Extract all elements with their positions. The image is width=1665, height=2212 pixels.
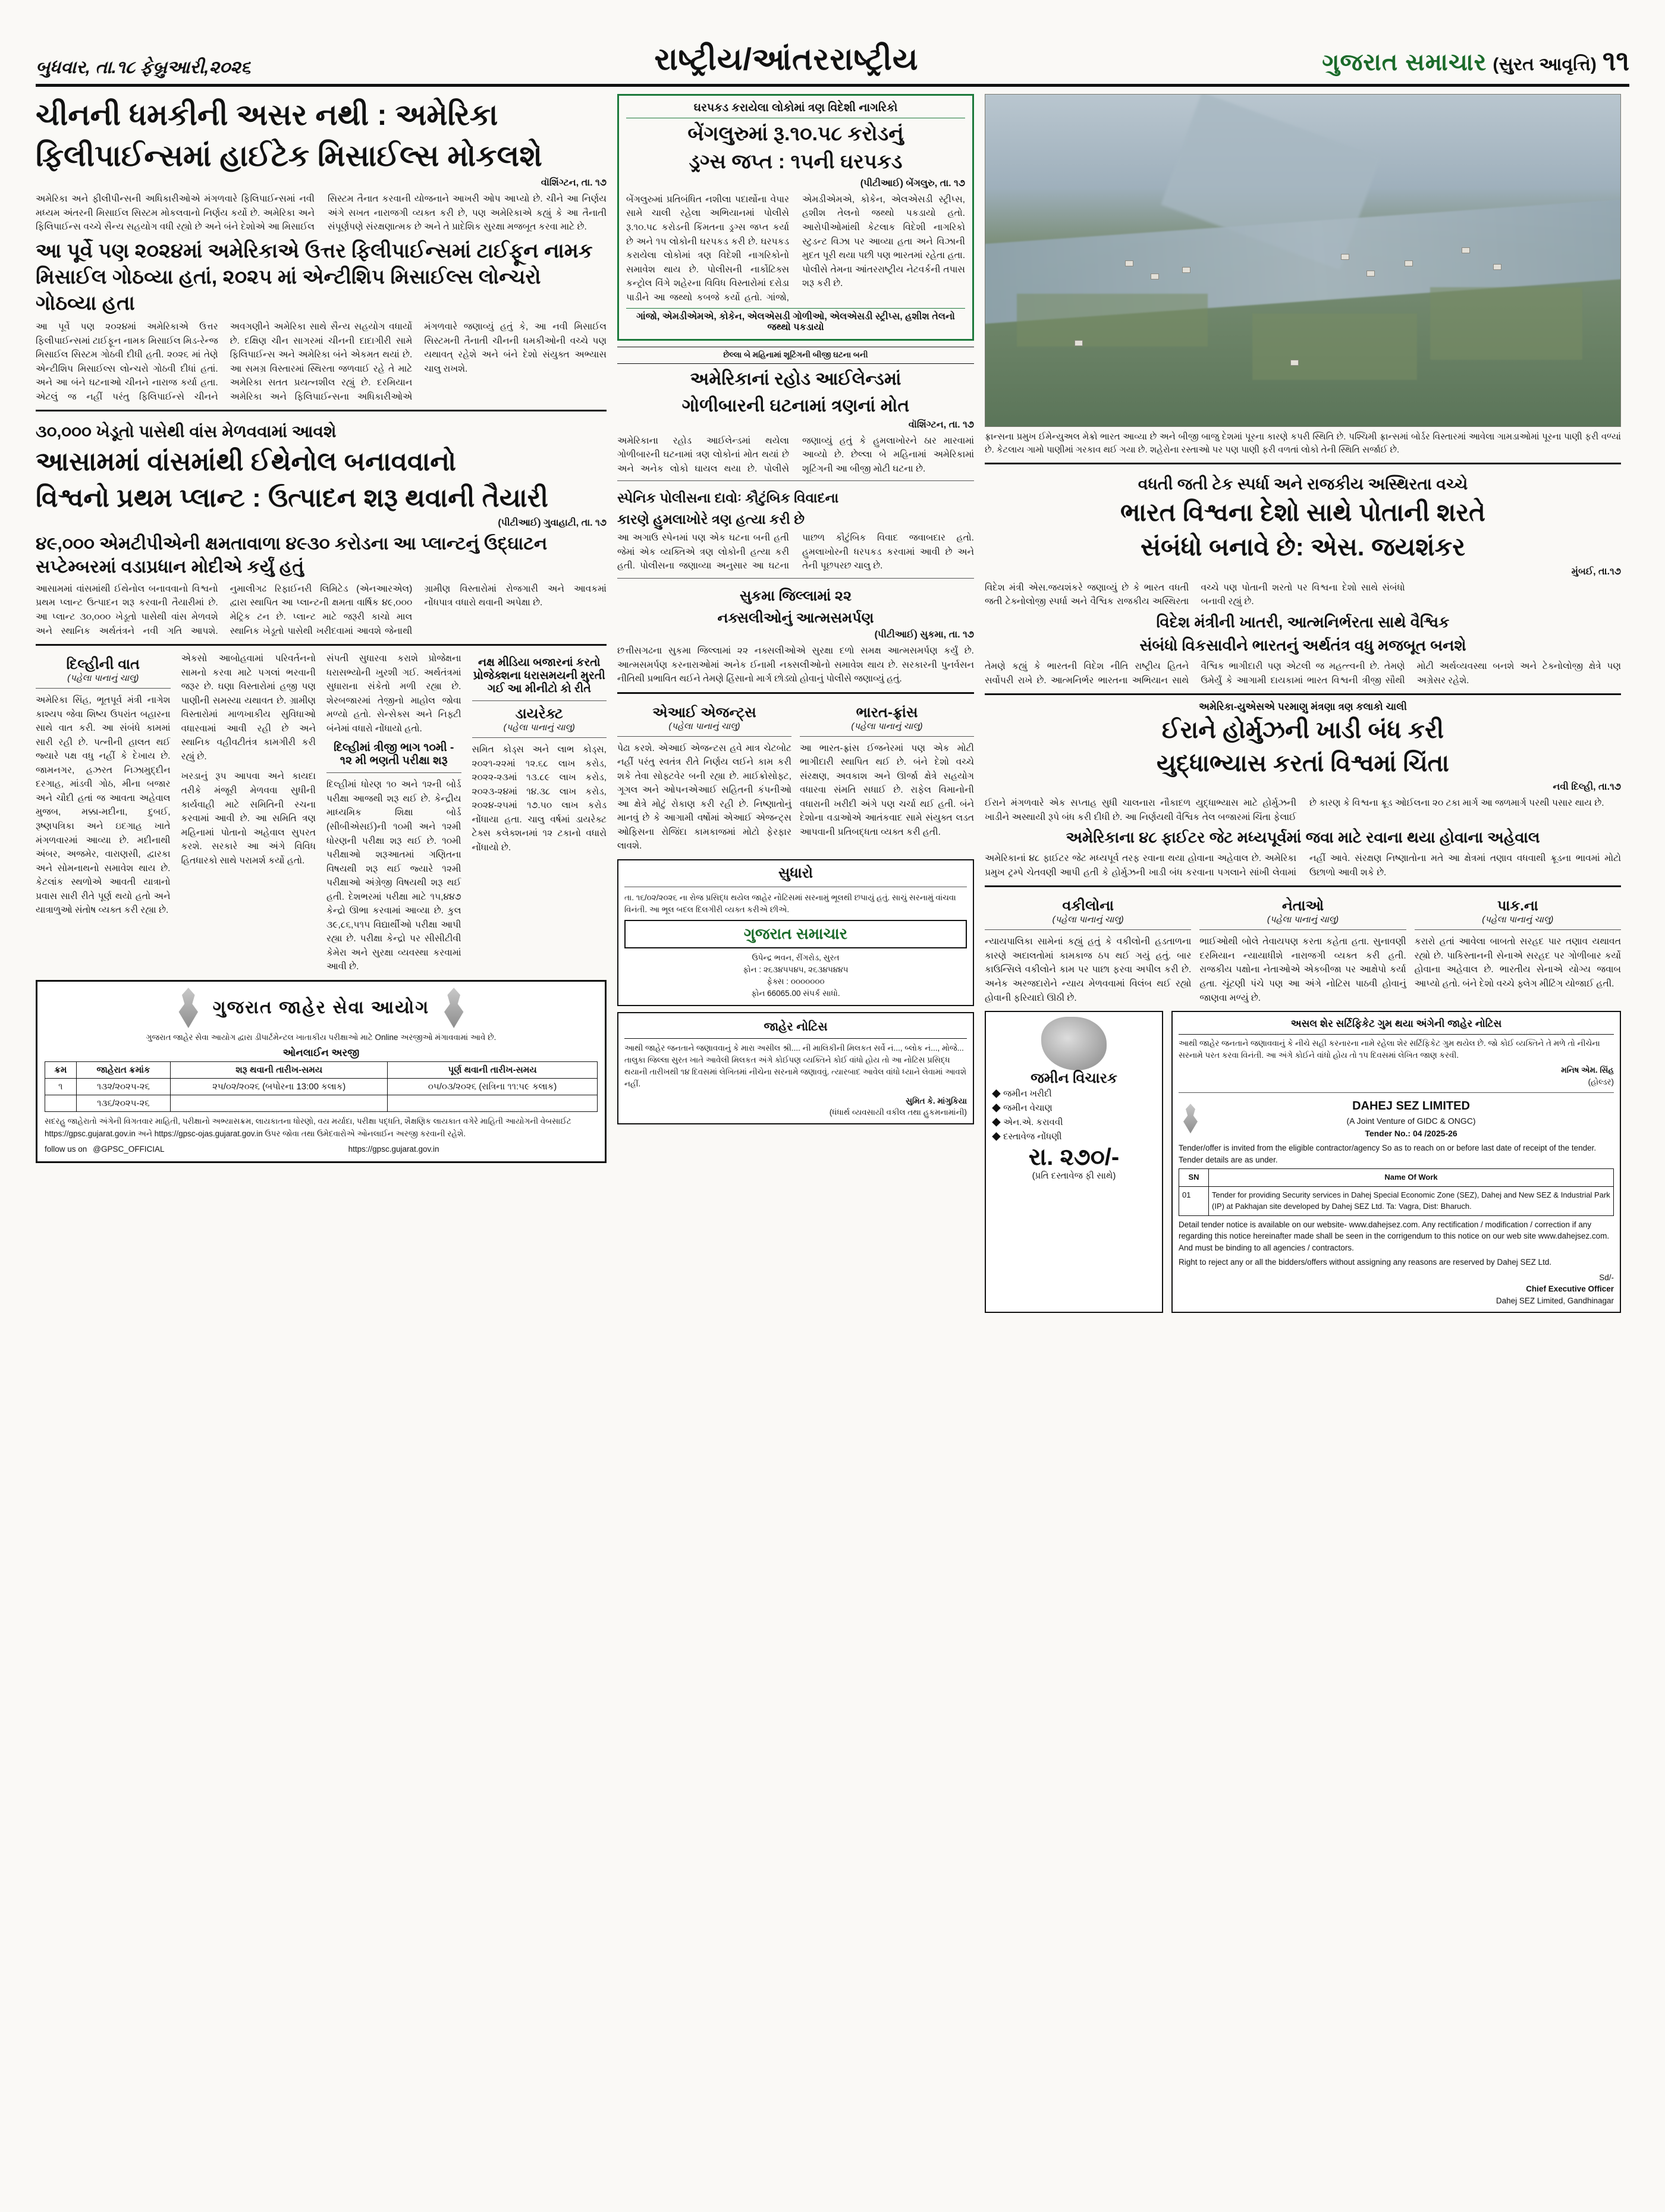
land-ad-bullets bbox=[992, 1087, 1156, 1144]
jump-vakilo bbox=[985, 893, 1191, 1005]
jump-bf-text: આ ભારત-ફ્રાંસ ઈજનેરમાં પણ એક મોટી ભાગીદારી સ્થાપિત થઈ છે. બંને દેશો વચ્ચે સંરક્ષણ, અવકાશ અને ઊર્જા ક્ષેત્રે સહયોગ વધારવા સંમતિ સધાઈ છે. રાફેલ વિમાનોની વધારાની ખરીદી અંગે પણ ચર્ચા થઈ હતી. બંને દેશોના વડાઓએ આતંકવાદ સામે સંયુક્ત લડત આપવાની પ્રતિબદ્ધતા વ્યક્ત કરી હતી. bbox=[800, 743, 974, 837]
jump-pak-title: પાક.ના bbox=[1497, 898, 1538, 915]
ad-correction bbox=[617, 859, 974, 1006]
brand-name: ગુજરાત સમાચાર bbox=[1322, 49, 1487, 76]
js-intro: વિદેશ મંત્રી એસ.જયશંકરે જણાવ્યું છે કે ભારત વધતી જતી ટેક્નોલોજી સ્પર્ધા અને વૈશ્વિક રાજકીય અસ્થિરતા વચ્ચે પણ પોતાની શરતો પર વિશ્વના દેશો સાથે સંબંધો બનાવી રહ્યું છે. bbox=[985, 582, 1405, 607]
jump-netao-contd: (પહેલા પાનાનું ચાલુ) bbox=[1267, 915, 1339, 925]
gpsc-advertisement bbox=[36, 980, 607, 1163]
gpsc-subtitle: ગુજરાત જાહેર સેવા આયોગ દ્વારા ડીપાર્ટમેન્ટલ ખાતાકીય પરીક્ષાઓ માટે Online અરજીઓ મંગાવવામાં આવે છે. bbox=[146, 1033, 497, 1042]
jump-area-left bbox=[36, 652, 607, 974]
js-subhead-1: વિદેશ મંત્રીની ખાતરી, આત્મનિર્ભરતા સાથે વૈશ્વિક bbox=[1156, 612, 1450, 631]
ad-land-services bbox=[985, 1011, 1163, 1312]
notice-body: આથી જાહેર જનતાને જણાવવાનું કે મારા અસીલ શ્રી.... ની માલિકીની મિલકત સર્વે નં..., બ્લોક નં..., મોજે... તાલુકા જિલ્લા સુરત ખાતે આવેલી મિલકત અંગે કોઈપણ વ્યક્તિને કોઈ વાંધો હોય તો આ નોટિસ પ્રસિદ્ધ થયાની તારીખથી ૧૪ દિવસમાં લેખિતમાં નીચેના સરનામે જણાવવું. ત્યારબાદ આવેલ વાંધો ધ્યાને લેવામાં આવશે નહીં. bbox=[624, 1043, 967, 1089]
share-notice-sign: મનિષ એમ. સિંહ bbox=[1561, 1066, 1614, 1075]
lead-headline-1: ચીનની ધમકીની અસર નથી : અમેરિકા bbox=[36, 98, 498, 131]
boxed-col-2: પોલીસની નાર્કોટિક્સ કન્ટ્રોલ વિંગે શહેરના વિવિધ વિસ્તારોમાં દરોડા પાડીને આ જથ્થો કબજે કર્યો હતો. ગાંજો, એમડીએમએ, કોકેન, એલએસડી સ્ટ્રીપ્સ, હશીશ તેલનો જથ્થો પકડાયો હતો. bbox=[626, 194, 965, 303]
bamboo-head-2: આસામમાં વાંસમાંથી ઈથેનોલ બનાવવાનો bbox=[36, 447, 457, 476]
us-dateline: વૉશિંગ્ટન, તા. ૧૭ bbox=[908, 419, 974, 430]
state-emblem-icon bbox=[172, 988, 205, 1028]
us-head-2: ગોળીબારની ઘટનામાં ત્રણનાં મોત bbox=[681, 395, 910, 416]
jump-ai-title: એઆઈ એજન્ટ્સ bbox=[652, 704, 756, 721]
page-grid bbox=[36, 94, 1629, 1313]
boxed-story-drugs bbox=[617, 94, 974, 341]
land-bullet-2: ◆ એન.એ. કરાવવી bbox=[992, 1116, 1156, 1130]
js-head-3: સંબંધો બનાવે છે: એસ. જયશંકર bbox=[1141, 533, 1465, 561]
lead-headline-2: ફિલીપાઈન્સમાં હાઈટેક મિસાઈલ્સ મોકલશે bbox=[36, 139, 542, 172]
tender-rights: Right to reject any or all the bidders/offers without assigning any reasons are reserved by Dahej SEZ Ltd. bbox=[1179, 1258, 1552, 1267]
land-bullet-3: ◆ દસ્તાવેજ નોંધણી bbox=[992, 1130, 1156, 1144]
sukma-dateline: (પીટીઆઈ) સુકમા, તા. ૧૭ bbox=[874, 630, 974, 640]
sudharo-phone: ફોન 66065.00 સંપર્ક સાધો. bbox=[751, 989, 840, 998]
gpsc-r1-c3 bbox=[388, 1095, 598, 1112]
share-notice-body: આથી જાહેર જનતાને જણાવવાનું કે નીચે સહી કરનારના નામે રહેલા શેર સર્ટિફિકેટ ગુમ થયેલ છે. જો કોઈ વ્યક્તિને તે મળે તો નીચેના સરનામે પરત કરવા વિનંતી. આ અંગે કોઈને વાંધો હોય તો ૧૫ દિવસમાં લેખિત જાણ કરવી. bbox=[1179, 1038, 1600, 1060]
sudharo-addr-2: ફોન : ૨૬૩૪૫૫૪૫, ૨૬૩૪૫૪૪૫ bbox=[743, 964, 849, 974]
edition-label: (સુરત આવૃત્તિ) bbox=[1493, 55, 1597, 74]
tender-r0-c1: Tender for providing Security services in Dahej Special Economic Zone (SEZ), Dahej and New SEZ & Industrial Park (IP) at Pakhajan site developed by Dahej SEZ Ltd. Ta: Vagra, Dist: Bharuch. bbox=[1209, 1186, 1614, 1215]
iran-dateline: નવી દિલ્હી, તા.૧૭ bbox=[1553, 782, 1621, 793]
boxed-tagline: ગાંજો, એમડીએમએ, કોકેન, એલએસડી ગોળીઓ, એલએસડી સ્ટ્રીપ્સ, હશીશ તેલનો જથ્થો પકડાયો bbox=[626, 308, 965, 333]
jump-misc-2 bbox=[326, 652, 461, 974]
jump-direct-title: ડાયરેક્ટ bbox=[515, 706, 563, 722]
divider bbox=[36, 410, 607, 411]
bamboo-head-3: વિશ્વનો પ્રથમ પ્લાન્ટ : ઉત્પાદન શરૂ થવાની તૈયારી bbox=[36, 483, 548, 513]
section-title: રાષ્ટ્રીય/આંતરરાષ્ટ્રીય bbox=[654, 42, 919, 77]
land-bullet-1: ◆ જમીન વેચાણ bbox=[992, 1101, 1156, 1116]
jump-vakilo-title: વકીલોના bbox=[1062, 898, 1114, 915]
gpsc-tagline: ઓનલાઈન અરજી bbox=[282, 1047, 360, 1059]
dahej-logo-icon bbox=[1179, 1104, 1202, 1133]
share-notice-head: અસલ શેર સર્ટિફિકેટ ગુમ થયા અંગેની જાહેર નોટિસ bbox=[1179, 1017, 1614, 1035]
jump-ai-text: પેઢા કરશે. એઆઈ એજન્ટસ હવે માત્ર ચેટબોટ નહીં પરંતુ સ્વતંત્ર રીતે નિર્ણય લઈને કામ કરી શકે તેવા સોફ્ટવેર બની રહ્યા છે. માઈક્રોસોફ્ટ, ગૂગલ અને ઓપનએઆઈ સહિતની કંપનીઓ આ ક્ષેત્રે મોટું રોકાણ કરી રહી છે. નિષ્ણાતોનું માનવું છે કે આગામી વર્ષોમાં એઆઈ એજન્ટ્સ ઓફિસના રોજિંદા કામકાજમાં મોટો ફેરફાર લાવશે. bbox=[617, 743, 791, 852]
masthead bbox=[36, 42, 1629, 87]
column-middle bbox=[617, 94, 974, 1313]
bamboo-dateline: (પીટીઆઈ) ગુવાહાટી, તા. ૧૭ bbox=[498, 517, 607, 528]
gpsc-r0-c0: ૧ bbox=[45, 1079, 77, 1095]
story-jaishankar bbox=[985, 470, 1621, 688]
js-body: તેમણે કહ્યું કે ભારતની વિદેશ નીતિ રાષ્ટ્રીય હિતને સર્વોપરી રાખે છે. આત્મનિર્ભર ભારતના અભિયાન સાથે વૈશ્વિક ભાગીદારી પણ એટલી જ મહત્ત્વની છે. તેમણે ઉમેર્યું કે આગામી દાયકામાં ભારત વિશ્વની ત્રીજી સૌથી મોટી અર્થવ્યવસ્થા બનશે અને ટેક્નોલોજી ક્ષેત્રે પણ અગ્રેસર રહેશે. bbox=[985, 661, 1621, 686]
jump-direct bbox=[472, 652, 607, 974]
us-body: અમેરિકાના રહોડ આઈલેન્ડમાં થયેલા ગોળીબારની ઘટનામાં ત્રણ લોકોનાં મોત થયાં છે અને અનેક લોકો ઘાયલ થયા છે. પોલીસે જણાવ્યું હતું કે હુમલાખોરને ઠાર મારવામાં આવ્યો છે. છેલ્લા બે મહિનામાં અમેરિકામાં શૂટિંગની આ બીજી મોટી ઘટના છે. bbox=[617, 435, 974, 474]
jump-media-title: નક્ષ મીડિયા બજારનાં કરતો પ્રોજેક્શના ધરાસમયની મુરતી ગઈ આ મીનીટો કો રીતે bbox=[473, 656, 605, 696]
story-sukma bbox=[617, 583, 974, 686]
iran-kicker: અમેરિકા-યુએસએ પરમાણુ મંત્રણા ત્રણ કલાકો ચાલી bbox=[1199, 701, 1407, 713]
bamboo-head-1: ૩૦,૦૦૦ ખેડૂતો પાસેથી વાંસ મેળવવામાં આવશે bbox=[36, 422, 337, 441]
iran-subhead: અમેરિકાના ૪૮ ફાઈટર જેટ મધ્યપૂર્વમાં જવા માટે રવાના થયા હોવાના અહેવાલ bbox=[1066, 828, 1540, 847]
jump-delhi-contd: (પહેલા પાનાનું ચાલુ) bbox=[67, 673, 139, 684]
lead-subhead: આ પૂર્વે પણ ૨૦૨૪માં અમેરિકાએ ઉત્તર ફિલીપાઈન્સમાં ટાઈફૂન નામક મિસાઈલ ગોઠવ્યા હતાં, ૨૦૨૫ માં એન્ટીશિપ મિસાઈલ્સ લોન્ચરો ગોઠવ્યા હતા bbox=[36, 239, 593, 315]
boxed-col-1: બેંગલુરુમાં પ્રતિબંધિત નશીલા પદાર્થોના વેપાર સામે ચાલી રહેલા અભિયાનમાં પોલીસે રૂ.૧૦.૫૮ કરોડની કિંમતના ડ્રગ્સ જપ્ત કર્યા છે અને ૧૫ લોકોની ઘરપકડ કરી છે. ઘરપકડ કરાયેલા લોકોમાં ત્રણ વિદેશી નાગરિકોનો સમાવેશ થાય છે. bbox=[626, 194, 789, 275]
sudharo-text: તા. ૧૬/૦૨/૨૦૨૬ ના રોજ પ્રસિદ્ધ થયેલ જાહેર નોટિસમાં સરનામું ભૂલથી છપાયું હતું. સાચું સરનામું વાંચવા વિનંતી. આ ભૂલ બદલ દિલગીરી વ્યક્ત કરીએ છીએ. bbox=[624, 893, 956, 915]
lead-text-2: ચીને આ નિર્ણય અંગે સખત નારાજગી વ્યક્ત કરી છે, પણ અમેરિકાએ કહ્યું કે આ તૈનાતી સંપૂર્ણપણે સંરક્ષણાત્મક છે અને તે પ્રાદેશિક સુરક્ષા મજબૂત કરવા માટે છે. bbox=[328, 194, 607, 232]
jump-exam-title: દિલ્હીમાં ત્રીજી ભાગ ૧૦મી - ૧૨ મી ભણતી પરીક્ષા શરૂ bbox=[334, 741, 454, 768]
tender-sign-0: Sd/- bbox=[1599, 1272, 1614, 1282]
js-subhead-2: સંબંધો વિકસાવીને ભારતનું અર્થતંત્ર વધુ મજબૂત બનશે bbox=[1139, 636, 1466, 655]
story-spain bbox=[617, 486, 974, 573]
notice-head: જાહેર નોટિસ bbox=[624, 1018, 967, 1039]
jump-delhi-title: દિલ્હીની વાત bbox=[66, 656, 140, 673]
lead-text-1: અમેરિકા અને ફીલીપીન્સની અધિકારીઓએ મંગળવારે ફિલિપાઈન્સમાં નવી મધ્યમ અંતરની મિસાઈલ સિસ્ટમ મોકલવાનો નિર્ણય કર્યો છે. અમેરિકા અને ફિલિપાઈન્સ વચ્ચે સૈન્ય સહયોગ વધી રહ્યો છે અને બંને દેશોએ આ મિસાઈલ સિસ્ટમ તૈનાત કરવાની યોજનાને આખરી ઓપ આપ્યો છે. bbox=[36, 194, 543, 232]
tender-sign-2: Dahej SEZ Limited, Gandhinagar bbox=[1496, 1296, 1614, 1305]
jump-bharat-france bbox=[800, 700, 974, 853]
jump-area-middle bbox=[617, 700, 974, 853]
flood-photo bbox=[985, 94, 1621, 427]
gpsc-r1-c0 bbox=[45, 1095, 77, 1112]
sukma-head-1: સુકમા જિલ્લામાં ૨૨ bbox=[739, 587, 852, 604]
iran-head-2: યુદ્ધાભ્યાસ કરતાં વિશ્વમાં ચિંતા bbox=[1157, 750, 1449, 777]
jump-misc-1-text: એકસો આબોહવામાં પરિવર્તનનો સામનો કરવા માટે પગલાં ભરવાની જરૂર છે. ઘણા વિસ્તારોમાં હજી પણ પાણીની સમસ્યા યથાવત છે. ગ્રામીણ વિસ્તારોમાં માળખાકીય સુવિધાઓ વધારવામાં આવી રહી છે અને સ્થાનિક વહીવટીતંત્ર કામગીરી કરી રહ્યું છે. bbox=[181, 653, 316, 762]
lead-story bbox=[36, 94, 607, 404]
tender-company: DAHEJ SEZ LIMITED bbox=[1352, 1099, 1470, 1113]
jump-pak bbox=[1415, 893, 1621, 1005]
tender-col-0: SN bbox=[1179, 1169, 1209, 1187]
tender-detail: Detail tender notice is available on our website- www.dahejsez.com. Any rectification / modification / correction if any regarding this notice hereinafter made shall be seen in the corrigendum to this notice on our web site www.dahejsez.com. And must be binding to all agencies / contractors. bbox=[1179, 1220, 1610, 1252]
jump-bf-contd: (પહેલા પાનાનું ચાલુ) bbox=[851, 721, 923, 731]
spain-head-1: સ્પેનિક પોલીસના દાવોઃ કૌટુંબિક વિવાદના bbox=[617, 490, 839, 506]
story-bamboo bbox=[36, 417, 607, 638]
bamboo-subhead: ૪૯,૦૦૦ એમટીપીએની ક્ષમતાવાળા ૪૯૩૦ કરોડના આ પ્લાન્ટનું ઉદ્ઘાટન સપ્ટેમ્બરમાં વડાપ્રધાન મોદીએ કર્યું હતું bbox=[36, 533, 548, 577]
jump-exam-text: દિલ્હીમાં ધોરણ ૧૦ અને ૧૨ની બોર્ડ પરીક્ષા આજથી શરૂ થઈ છે. કેન્દ્રીય માધ્યમિક શિક્ષા બોર્ડ (સીબીએસઈ)ની ૧૦મી અને ૧૨મી ધોરણની પરીક્ષા શરૂ થઈ છે. ૧૦મી પરીક્ષાઓ શરૂઆતમાં ગણિતના વિષયથી શરૂ થઈ જ્યારે ૧૨મી પરીક્ષાઓ અંગ્રેજી વિષયથી શરૂ થઈ હતી. દેશભરમાં પરીક્ષા માટે ૧૫,૪૪૭ કેન્દ્રો ઊભા કરવામાં આવ્યા છે. કુલ ૩૯,૮૬,૫૧૫ વિદ્યાર્થીઓ પરીક્ષા આપી રહ્યા છે. પરીક્ષા કેન્દ્રો પર સીસીટીવી કેમેરા અને સુરક્ષા વ્યવસ્થા કરવામાં આવી છે. bbox=[326, 780, 461, 972]
tender-intro: Tender/offer is invited from the eligible contractor/agency So as to reach on or before last date of receipt of the tender. Tender details are as under. bbox=[1179, 1143, 1597, 1164]
gpsc-col-2: શરૂ થવાની તારીખ-સમય bbox=[171, 1062, 388, 1079]
tender-number: Tender No.: 04 /2025-26 bbox=[1365, 1128, 1457, 1138]
iran-body-2: અમેરિકાનાં ૪૮ ફાઈટર જેટ મધ્યપૂર્વ તરફ રવાના થયા હોવાના અહેવાલ છે. અમેરિકા પ્રમુખ ટ્રમ્પે ચેતવણી આપી હતી કે હોર્મુઝની ખાડી બંધ કરવાના પગલાને સાંખી લેવામાં નહીં આવે. સંરક્ષણ નિષ્ણાતોના મતે આ ક્ષેત્રમાં તણાવ વધવાથી ક્રૂડના ભાવમાં મોટો ઉછાળો આવી શકે છે. bbox=[985, 853, 1621, 878]
boxed-headline-2: ડ્રગ્સ જપ્ત : ૧૫ની ઘરપકડ bbox=[689, 150, 903, 174]
land-ad-price-note: (પ્રતિ દસ્તાવેજ ફી સાથે) bbox=[1032, 1171, 1116, 1182]
tender-col-1: Name Of Work bbox=[1209, 1169, 1614, 1187]
jump-direct-text: સમિત કોડ્સ અને લાભ કોડ્સ, ૨૦૨૧-૨૨માં ૧૨.૬૮ લાખ કરોડ, ૨૦૨૨-૨૩માં ૧૩.૮૯ લાખ કરોડ, ૨૦૨૩-૨૪માં ૧૪.૩૮ લાખ કરોડ, ૨૦૨૪-૨૫માં ૧૭.૫૦ લાખ કરોડ નોંધાયા હતા. ચાલુ વર્ષમાં ડાયરેક્ટ ટેક્સ કલેક્શનમાં ૧૨ ટકાનો વધારો નોંધાયો છે. bbox=[472, 744, 607, 853]
share-notice-sign-role: (હોલ્ડર) bbox=[1588, 1077, 1614, 1086]
jump-note-text: ખરડાનું રૂપ આપવા અને કાયદા તરીકે મંજૂરી મેળવવા સુધીની કાર્યવાહી માટે સમિતિની રચના કરવામાં આવી છે. આ સમિતિ ત્રણ મહિનામાં પોતાનો અહેવાલ સુપરત કરશે. સરકારે આ અંગે વિવિધ હિતધારકો સાથે પરામર્શ કર્યો હતો. bbox=[181, 771, 316, 866]
gpsc-schedule-table bbox=[45, 1061, 598, 1112]
masthead-right bbox=[1322, 45, 1629, 78]
gpsc-r0-c2: ૨૫/૦૨/૨૦૨૬ (બપોરના 13:00 કલાક) bbox=[171, 1079, 388, 1095]
boxed-kicker: ઘરપકડ કરાયેલા લોકોમાં ત્રણ વિદેશી નાગરિકો bbox=[626, 102, 965, 118]
column-left bbox=[36, 94, 607, 1313]
lead-dateline: વૉશિંગ્ટન, તા. ૧૭ bbox=[541, 178, 607, 188]
photo-caption: ફ્રાન્સના પ્રમુખ ઈમેન્યુઅલ મેક્રો ભારત આવ્યા છે અને બીજી બાજુ દેશમાં પૂરના કારણે કપરી સ્થિતિ છે. પશ્ચિમી ફ્રાન્સમાં બોર્ડર વિસ્તારમાં આવેલા ગામડાઓમાં પૂરના પાણી ફરી વળ્યાં છે. કેટલાય ગામો પાણીમાં ગરકાવ થઈ ગયા છે. શહેરોના રસ્તાઓ પર પણ પાણી ફરી વળતાં લોકો તેની સ્થિતિ સર્જાઈ છે. bbox=[985, 432, 1621, 455]
js-dateline: મુંબઈ, તા.૧૭ bbox=[1571, 566, 1621, 577]
tender-table bbox=[1179, 1168, 1614, 1216]
column-right bbox=[985, 94, 1621, 1313]
jump-pak-text: કરારો હતાં આવેલા બાબતો સરહદ પાર તણાવ યથાવત રહ્યો છે. પાકિસ્તાનની સેનાએ સરહદ પર ગોળીબાર કર્યો હોવાના અહેવાલ છે. ભારતીય સેનાએ યોગ્ય જવાબ આપ્યો હતો. બંને દેશો વચ્ચે ફ્લેગ મીટિંગ યોજાઈ હતી. bbox=[1414, 937, 1621, 989]
tender-r0-c0: 01 bbox=[1179, 1186, 1209, 1215]
boxed-headline-1: બેંગલુરુમાં રૂ.૧૦.૫૮ કરોડનું bbox=[687, 122, 904, 145]
table-row bbox=[1179, 1186, 1614, 1215]
boxed-col-3: આરોપીઓમાંથી કેટલાક વિદેશી નાગરિકો સ્ટુડન્ટ વિઝા પર આવ્યા હતા અને વિઝાની મુદત પૂરી થયા પછી પણ ભારતમાં રહેતા હતા. પોલીસે તેમના આંતરરાષ્ટ્રીય નેટવર્કની તપાસ શરૂ કરી છે. bbox=[802, 222, 965, 289]
story-iran bbox=[985, 701, 1621, 879]
jump-delhi-text: અમેરિકા સિંહ, ભૂતપૂર્વ મંત્રી નાગેશ કાશ્યપ જેવા શિષ્ય ઉપરાંત બહારના સાથે વાત કરી. આ સંબંધે કામમાં સારી રહી છે. પત્નીની હાલત થઈ જ્યારે પક્ષ વધુ નહીં કે દેખાય છે. જામનગર, હઝરત નિઝામુદ્દીન દરગાહ, માંડવી ગોઠ, મીના બજાર અને ચૌદી હતાં જ આવતા અહેવાલ મુજબ, મક્કા-મદીના, દુબઈ, રૂષ્ણપત્રિકા અને ઇદગાહ ખાતે મંગળવારમાં આવ્યા છે. મદીનાથી અંબર, અજમેર, વારાણસી, દ્વારકા અને સોમનાથનો સમાવેશ થાય છે. કેટલાંક સ્થળોએ આવતી યાત્રાનો પ્રવાસ સારી રીતે પૂર્ણ થયો હતો અને યાત્રાળુઓ સંતોષ વ્યક્ત કરી રહ્યા છે. bbox=[36, 695, 171, 916]
iran-head-1: ઈરાને હોર્મુઝની ખાડી બંધ કરી bbox=[1161, 717, 1444, 744]
jump-vakilo-text: ન્યાયપાલિકા સામેનાં કહ્યું હતું કે વકીલોની હડતાળના કારણે અદાલતોમાં કામકાજ ઠપ થઈ ગયું હતું. બાર કાઉન્સિલે વકીલોને કામ પર પાછા ફરવા અપીલ કરી છે. અનેક અરજદારોને ન્યાય મેળવવામાં વિલંબ થઈ રહ્યો હોવાની ફરિયાદો ઊઠી છે. bbox=[985, 937, 1192, 1003]
spain-body: આ અગાઉ સ્પેનમાં પણ એક ઘટના બની હતી જેમાં એક વ્યક્તિએ ત્રણ લોકોની હત્યા કરી હતી. પોલીસના જણાવ્યા અનુસાર આ ઘટના પાછળ કૌટુંબિક વિવાદ જવાબદાર હતો. હુમલાખોરની ધરપકડ કરવામાં આવી છે અને તેની પૂછપરછ ચાલુ છે. bbox=[617, 532, 974, 571]
gpsc-col-0: ક્રમ bbox=[45, 1062, 77, 1079]
ad-public-notice bbox=[617, 1012, 974, 1124]
gpsc-title: ગુજરાત જાહેર સેવા આયોગ bbox=[212, 998, 430, 1017]
notice-sign-role: (ધંધાર્થ વ્યવસાયી વકીલ તથા હુકમનામાંની) bbox=[829, 1108, 967, 1117]
ad-dahej-tender bbox=[1171, 1011, 1621, 1312]
js-head-1: વધતી જતી ટેક સ્પર્ધા અને રાજકીય અસ્થિરતા વચ્ચે bbox=[1138, 475, 1468, 493]
jump-delhi bbox=[36, 652, 171, 974]
issue-date: બુધવાર, તા.૧૮ ફેબ્રુઆરી,૨૦૨૬ bbox=[36, 58, 251, 77]
table-row bbox=[45, 1079, 598, 1095]
jump-netao-title: નેતાઓ bbox=[1281, 898, 1324, 915]
jump-netao bbox=[1199, 893, 1406, 1005]
gpsc-note: સદરહુ જાહેરાતો અંગેની વિગતવાર માહિતી, પરીક્ષાનો અભ્યાસક્રમ, લાયકાતના ધોરણો, વય મર્યાદા, પરીક્ષા પદ્ધતિ, શૈક્ષણિક લાયકાત વગેરે માહિતી આયોગની વેબસાઈટ https://gpsc.gujarat.gov.in અને https://gpsc-ojas.gujarat.gov.in ઉપર જોવા તથા ઉમેદવારોએ ઓનલાઈન અરજી કરવાની રહેશે. bbox=[45, 1117, 571, 1138]
gpsc-col-1: જાહેરાત ક્રમાંક bbox=[76, 1062, 171, 1079]
jump-ai-agents bbox=[617, 700, 791, 853]
sudharo-brand: ગુજરાત સમાચાર bbox=[743, 924, 848, 942]
jump-ai-contd: (પહેલા પાનાનું ચાલુ) bbox=[668, 721, 740, 731]
sukma-body: છત્તીસગઢના સુકમા જિલ્લામાં ૨૨ નક્સલીઓએ સુરક્ષા દળો સમક્ષ આત્મસમર્પણ કર્યું છે. આત્મસમર્પણ કરનારાઓમાં અનેક ઈનામી નક્સલીઓનો સમાવેશ થાય છે. સરકારની પુનર્વસન નીતિથી પ્રભાવિત થઈને તેમણે હિંસાનો માર્ગ છોડ્યો હોવાનું પોલીસે જણાવ્યું હતું. bbox=[617, 646, 974, 684]
gpsc-website-link[interactable]: https://gpsc.gujarat.gov.in bbox=[348, 1144, 439, 1154]
story-rhode-island bbox=[617, 347, 974, 476]
tender-sign-1: Chief Executive Officer bbox=[1526, 1284, 1614, 1294]
spain-head-2: કારણે હુમલાખોરે ત્રણ હત્યા કરી છે bbox=[617, 511, 805, 527]
sudharo-addr-3: ફેક્સ : ૦૦૦૦૦૦૦ bbox=[766, 977, 825, 986]
jump-direct-contd: (પહેલા પાનાનું ચાલુ) bbox=[503, 722, 575, 733]
table-row bbox=[45, 1095, 598, 1112]
sukma-head-2: નક્સલીઓનું આત્મસમર્પણ bbox=[717, 609, 874, 626]
hand-illustration-icon bbox=[1041, 1017, 1107, 1070]
us-head-1: અમેરિકાનાં રહોડ આઈલેન્ડમાં bbox=[690, 369, 901, 389]
lead-body: આ પૂર્વે પણ ૨૦૨૪માં અમેરિકાએ ઉત્તર ફિલીપાઈન્સમાં ટાઈફૂન નામક મિસાઈલ મિડ-રેન્જ મિસાઈલ સિસ્ટમ ગોઠવી દીધી હતી. ૨૦૨૬ માં તેણે એન્ટીશિપ મિસાઈલ્સ લોન્ચરો ગોઠવી દીધાં હતાં. અને આ બંને ઘટનાઓ ચીનને નારાજ કર્યા હતા. એટલું જ નહીં પરંતુ ફિલિપાઈન્સે ચીનને અવગણીને અમેરિકા સાથે સૈન્ય સહયોગ વધાર્યો છે. દક્ષિણ ચીન સાગરમાં ચીનની દાદાગીરી સામે ફિલિપાઈન્સ અને અમેરિકા બંને એકમત થયાં છે. આ સમગ્ર વિસ્તારમાં સ્થિરતા જળવાઈ રહે તે માટે અમેરિકા સતત પ્રયત્નશીલ રહ્યું છે. દરમિયાન અમેરિકા અને ફિલિપાઈન્સના અધિકારીઓએ મંગળવારે જણાવ્યું હતું કે, આ નવી મિસાઈલ સિસ્ટમની તૈનાતી ચીનની ધમકીઓની વચ્ચે પણ યથાવત્ રહેશે અને બંને દેશો સંયુક્ત અભ્યાસ ચાલુ રાખશે. bbox=[36, 322, 607, 402]
gpsc-col-3: પૂર્ણ થવાની તારીખ-સમય bbox=[388, 1062, 598, 1079]
us-kicker: છેલ્લા બે મહિનામાં શૂટિંગની બીજી ઘટના બની bbox=[617, 347, 974, 363]
jump-vakilo-contd: (પહેલા પાનાનું ચાલુ) bbox=[1052, 915, 1124, 925]
boxed-dateline: (પીટીઆઈ) બેંગલુરુ, તા. ૧૭ bbox=[860, 178, 965, 188]
gpsc-r1-c1: ૧૩૬/૨૦૨૫-૨૬ bbox=[76, 1095, 171, 1112]
gpsc-r0-c3: ૦૫/૦૩/૨૦૨૬ (રાત્રિના ૧૧:૫૯ કલાક) bbox=[388, 1079, 598, 1095]
iran-body: ઈરાને મંગળવારે એક સપ્તાહ સુધી ચાલનારા નૌકાદળ યુદ્ધાભ્યાસ માટે હોર્મુઝની ખાડીને અસ્થાયી રૂપે બંધ કરી દીધી છે. આ નિર્ણયથી વૈશ્વિક તેલ બજારમાં ચિંતા ફેલાઈ છે કારણ કે વિશ્વના ક્રૂડ ઓઈલના ૨૦ ટકા માર્ગ આ જળમાર્ગ પરથી પસાર થાય છે. bbox=[985, 798, 1604, 822]
land-bullet-0: ◆ જમીન ખરીદી bbox=[992, 1087, 1156, 1101]
jump-bf-title: ભારત-ફ્રાંસ bbox=[856, 704, 918, 721]
sudharo-title: સુધારો bbox=[778, 865, 813, 882]
sudharo-addr-1: ઉપેન્દ્ર ભવન, રીંગરોડ, સુરત bbox=[752, 953, 840, 962]
jump-pak-contd: (પહેલા પાનાનું ચાલુ) bbox=[1482, 915, 1554, 925]
sudharo-brandbox bbox=[624, 920, 967, 948]
bottom-ads-row bbox=[985, 1011, 1621, 1312]
land-ad-title: જમીન વિચારક bbox=[1031, 1070, 1117, 1087]
bamboo-body: આસામમાં વાંસમાંથી ઈથેનોલ બનાવવાનો વિશ્વનો પ્રથમ પ્લાન્ટ ઉત્પાદન શરૂ કરવાની તૈયારીમાં છે. આ પ્લાન્ટ ૩૦,૦૦૦ ખેડૂતો પાસેથી વાંસ મેળવશે અને સ્થાનિક અર્થતંત્રને નવી ગતિ આપશે. નુમાલીગઢ રિફાઈનરી લિમિટેડ (એનઆરએલ) દ્વારા સ્થાપિત આ પ્લાન્ટની ક્ષમતા વાર્ષિક ૪૯,૦૦૦ મેટ્રિક ટન છે. પ્લાન્ટ માટે જરૂરી કાચો માલ સ્થાનિક ખેડૂતો પાસેથી ખરીદવામાં આવશે જેનાથી ગ્રામીણ વિસ્તારોમાં રોજગારી અને આવકમાં નોંધપાત્ર વધારો થવાની અપેક્ષા છે. bbox=[36, 583, 607, 636]
land-ad-price: રા. ૨૭૦/- bbox=[1028, 1144, 1120, 1171]
divider bbox=[36, 644, 607, 646]
gpsc-twitter-handle[interactable]: @GPSC_OFFICIAL bbox=[93, 1144, 165, 1154]
js-head-2: ભારત વિશ્વના દેશો સાથે પોતાની શરતે bbox=[1120, 498, 1485, 526]
notice-sign-name: સુમિત કે. માંગુકિયા bbox=[906, 1096, 967, 1105]
tender-company-sub: (A Joint Venture of GIDC & ONGC) bbox=[1346, 1116, 1476, 1126]
gpsc-r1-c2 bbox=[171, 1095, 388, 1112]
gpsc-r0-c1: ૧૩૨/૨૦૨૫-૨૬ bbox=[76, 1079, 171, 1095]
gpsc-follow-label: follow us on bbox=[45, 1144, 87, 1154]
jump-misc-1 bbox=[181, 652, 316, 974]
jump-area-right bbox=[985, 893, 1621, 1005]
page-number: ૧૧ bbox=[1602, 45, 1629, 76]
jump-misc-2-text: સંપતી સુધારવા કરાશે પ્રોજેક્ષના ધરાસભ્યોની ખુરશી ગઈ. અર્થતંત્રમાં સુધારાના સંકેતો મળી રહ્યા છે. શેરબજારમાં તેજીનો માહોલ જોવા મળ્યો હતો. સેન્સેક્સ અને નિફ્ટી બંનેમાં વધારો નોંધાયો હતો. bbox=[326, 653, 461, 734]
gpsc-logo-icon bbox=[438, 988, 470, 1028]
jump-netao-text: ભાઈઓથી બોલે તેવાયપણ કરતા કહેતા હતા. સુનાવણી દરમિયાન ન્યાયાધીશે નારાજગી વ્યક્ત કરી હતી. રાજકીય પક્ષોના નેતાઓએ એકબીજા પર આક્ષેપો કર્યા હતા. ચૂંટણી પંચે પણ આ અંગે નોટિસ પાઠવી હોવાનું જાણવા મળ્યું છે. bbox=[1199, 937, 1406, 1003]
